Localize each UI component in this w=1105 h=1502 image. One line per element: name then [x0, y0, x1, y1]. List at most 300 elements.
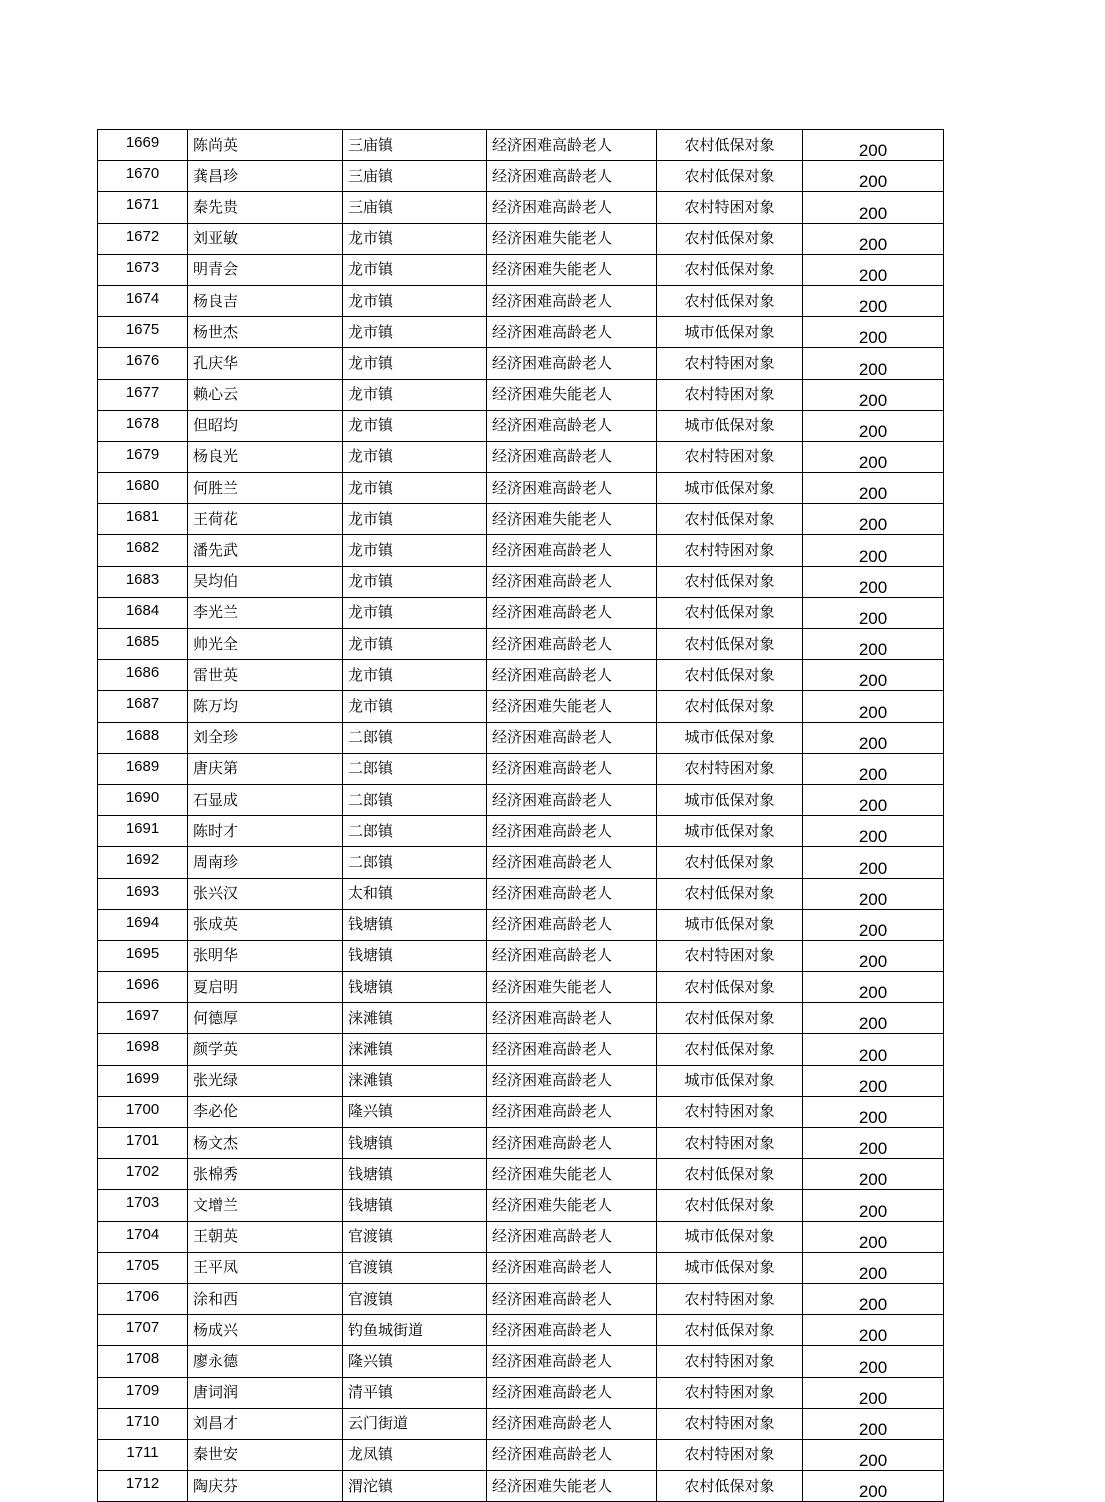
row-id-cell: 1710	[98, 1408, 188, 1439]
table-row	[98, 1471, 944, 1502]
row-id-cell: 1709	[98, 1377, 188, 1408]
amount-cell: 200	[803, 1283, 944, 1314]
category-cell: 经济困难高龄老人	[487, 597, 657, 628]
name-cell: 赖心云	[188, 379, 343, 410]
amount-cell: 200	[803, 629, 944, 660]
table-row	[98, 1283, 944, 1314]
town-cell: 钱塘镇	[343, 1159, 487, 1190]
name-cell: 刘昌才	[188, 1408, 343, 1439]
table-row	[98, 535, 944, 566]
name-cell: 张棉秀	[188, 1159, 343, 1190]
amount-cell: 200	[803, 161, 944, 192]
amount-cell: 200	[803, 847, 944, 878]
type-cell: 农村特困对象	[657, 1346, 803, 1377]
name-cell: 张光绿	[188, 1065, 343, 1096]
type-cell: 农村低保对象	[657, 1190, 803, 1221]
table-row	[98, 1439, 944, 1470]
type-cell: 农村特困对象	[657, 441, 803, 472]
category-cell: 经济困难高龄老人	[487, 753, 657, 784]
category-cell: 经济困难高龄老人	[487, 1408, 657, 1439]
category-cell: 经济困难失能老人	[487, 691, 657, 722]
type-cell: 城市低保对象	[657, 473, 803, 504]
amount-cell: 200	[803, 535, 944, 566]
town-cell: 清平镇	[343, 1377, 487, 1408]
name-cell: 龚昌珍	[188, 161, 343, 192]
amount-cell: 200	[803, 722, 944, 753]
amount-cell: 200	[803, 566, 944, 597]
name-cell: 杨成兴	[188, 1315, 343, 1346]
amount-cell: 200	[803, 972, 944, 1003]
row-id-cell: 1680	[98, 473, 188, 504]
category-cell: 经济困难失能老人	[487, 254, 657, 285]
amount-cell: 200	[803, 1439, 944, 1470]
row-id-cell: 1678	[98, 410, 188, 441]
type-cell: 城市低保对象	[657, 909, 803, 940]
town-cell: 龙市镇	[343, 223, 487, 254]
table-row	[98, 816, 944, 847]
town-cell: 龙市镇	[343, 566, 487, 597]
name-cell: 唐庆第	[188, 753, 343, 784]
town-cell: 龙市镇	[343, 254, 487, 285]
name-cell: 王平凤	[188, 1252, 343, 1283]
type-cell: 农村低保对象	[657, 130, 803, 161]
category-cell: 经济困难失能老人	[487, 379, 657, 410]
type-cell: 城市低保对象	[657, 1252, 803, 1283]
table-row	[98, 504, 944, 535]
type-cell: 农村低保对象	[657, 1003, 803, 1034]
category-cell: 经济困难失能老人	[487, 972, 657, 1003]
name-cell: 雷世英	[188, 660, 343, 691]
row-id-cell: 1691	[98, 816, 188, 847]
row-id-cell: 1688	[98, 722, 188, 753]
town-cell: 龙市镇	[343, 473, 487, 504]
table-row	[98, 379, 944, 410]
name-cell: 张明华	[188, 940, 343, 971]
amount-cell: 200	[803, 441, 944, 472]
town-cell: 龙市镇	[343, 317, 487, 348]
town-cell: 二郎镇	[343, 847, 487, 878]
category-cell: 经济困难高龄老人	[487, 660, 657, 691]
name-cell: 吴均伯	[188, 566, 343, 597]
town-cell: 龙市镇	[343, 504, 487, 535]
amount-cell: 200	[803, 379, 944, 410]
amount-cell: 200	[803, 1377, 944, 1408]
table-row	[98, 629, 944, 660]
amount-cell: 200	[803, 597, 944, 628]
category-cell: 经济困难高龄老人	[487, 161, 657, 192]
town-cell: 龙市镇	[343, 441, 487, 472]
town-cell: 二郎镇	[343, 753, 487, 784]
name-cell: 文增兰	[188, 1190, 343, 1221]
row-id-cell: 1705	[98, 1252, 188, 1283]
name-cell: 陈尚英	[188, 130, 343, 161]
table-body	[98, 130, 944, 1502]
name-cell: 王朝英	[188, 1221, 343, 1252]
table-row	[98, 847, 944, 878]
row-id-cell: 1698	[98, 1034, 188, 1065]
town-cell: 龙市镇	[343, 660, 487, 691]
row-id-cell: 1673	[98, 254, 188, 285]
category-cell: 经济困难高龄老人	[487, 1065, 657, 1096]
amount-cell: 200	[803, 317, 944, 348]
type-cell: 农村低保对象	[657, 878, 803, 909]
row-id-cell: 1692	[98, 847, 188, 878]
row-id-cell: 1704	[98, 1221, 188, 1252]
town-cell: 涞滩镇	[343, 1034, 487, 1065]
category-cell: 经济困难高龄老人	[487, 1377, 657, 1408]
type-cell: 农村低保对象	[657, 660, 803, 691]
amount-cell: 200	[803, 504, 944, 535]
table-row	[98, 1096, 944, 1127]
category-cell: 经济困难高龄老人	[487, 1439, 657, 1470]
category-cell: 经济困难高龄老人	[487, 441, 657, 472]
amount-cell: 200	[803, 285, 944, 316]
row-id-cell: 1694	[98, 909, 188, 940]
amount-cell: 200	[803, 1128, 944, 1159]
category-cell: 经济困难高龄老人	[487, 130, 657, 161]
name-cell: 张成英	[188, 909, 343, 940]
name-cell: 李必伦	[188, 1096, 343, 1127]
table-row	[98, 1252, 944, 1283]
row-id-cell: 1669	[98, 130, 188, 161]
amount-cell: 200	[803, 1315, 944, 1346]
type-cell: 农村低保对象	[657, 566, 803, 597]
category-cell: 经济困难高龄老人	[487, 535, 657, 566]
name-cell: 杨良光	[188, 441, 343, 472]
row-id-cell: 1679	[98, 441, 188, 472]
type-cell: 城市低保对象	[657, 1065, 803, 1096]
amount-cell: 200	[803, 254, 944, 285]
row-id-cell: 1708	[98, 1346, 188, 1377]
town-cell: 龙市镇	[343, 379, 487, 410]
row-id-cell: 1689	[98, 753, 188, 784]
row-id-cell: 1697	[98, 1003, 188, 1034]
table-row	[98, 348, 944, 379]
amount-cell: 200	[803, 1159, 944, 1190]
town-cell: 渭沱镇	[343, 1471, 487, 1502]
table-row	[98, 254, 944, 285]
amount-cell: 200	[803, 1034, 944, 1065]
type-cell: 农村低保对象	[657, 691, 803, 722]
name-cell: 但昭均	[188, 410, 343, 441]
table-row	[98, 878, 944, 909]
row-id-cell: 1703	[98, 1190, 188, 1221]
type-cell: 农村特困对象	[657, 1439, 803, 1470]
table-row	[98, 161, 944, 192]
type-cell: 农村低保对象	[657, 629, 803, 660]
town-cell: 钱塘镇	[343, 972, 487, 1003]
amount-cell: 200	[803, 878, 944, 909]
category-cell: 经济困难高龄老人	[487, 909, 657, 940]
type-cell: 农村低保对象	[657, 161, 803, 192]
table-row	[98, 597, 944, 628]
name-cell: 何德厚	[188, 1003, 343, 1034]
category-cell: 经济困难高龄老人	[487, 1128, 657, 1159]
town-cell: 二郎镇	[343, 722, 487, 753]
amount-cell: 200	[803, 348, 944, 379]
name-cell: 帅光全	[188, 629, 343, 660]
category-cell: 经济困难高龄老人	[487, 1221, 657, 1252]
table-row	[98, 192, 944, 223]
row-id-cell: 1687	[98, 691, 188, 722]
town-cell: 钱塘镇	[343, 1128, 487, 1159]
table-row	[98, 691, 944, 722]
town-cell: 钓鱼城街道	[343, 1315, 487, 1346]
table-row	[98, 317, 944, 348]
name-cell: 刘亚敏	[188, 223, 343, 254]
town-cell: 涞滩镇	[343, 1003, 487, 1034]
type-cell: 农村特困对象	[657, 940, 803, 971]
amount-cell: 200	[803, 1096, 944, 1127]
amount-cell: 200	[803, 784, 944, 815]
category-cell: 经济困难高龄老人	[487, 1034, 657, 1065]
table-row	[98, 285, 944, 316]
type-cell: 农村低保对象	[657, 972, 803, 1003]
name-cell: 周南珍	[188, 847, 343, 878]
type-cell: 农村特困对象	[657, 192, 803, 223]
category-cell: 经济困难高龄老人	[487, 878, 657, 909]
name-cell: 何胜兰	[188, 473, 343, 504]
town-cell: 龙市镇	[343, 285, 487, 316]
amount-cell: 200	[803, 473, 944, 504]
table-row	[98, 1128, 944, 1159]
name-cell: 陈时才	[188, 816, 343, 847]
row-id-cell: 1681	[98, 504, 188, 535]
type-cell: 农村低保对象	[657, 285, 803, 316]
category-cell: 经济困难高龄老人	[487, 348, 657, 379]
type-cell: 城市低保对象	[657, 410, 803, 441]
town-cell: 官渡镇	[343, 1221, 487, 1252]
category-cell: 经济困难高龄老人	[487, 784, 657, 815]
name-cell: 李光兰	[188, 597, 343, 628]
type-cell: 城市低保对象	[657, 816, 803, 847]
type-cell: 农村低保对象	[657, 597, 803, 628]
table-row	[98, 1003, 944, 1034]
town-cell: 龙市镇	[343, 629, 487, 660]
amount-cell: 200	[803, 660, 944, 691]
category-cell: 经济困难高龄老人	[487, 317, 657, 348]
type-cell: 农村特困对象	[657, 379, 803, 410]
table-row	[98, 566, 944, 597]
amount-cell: 200	[803, 130, 944, 161]
amount-cell: 200	[803, 1065, 944, 1096]
row-id-cell: 1700	[98, 1096, 188, 1127]
table-row	[98, 410, 944, 441]
category-cell: 经济困难高龄老人	[487, 1283, 657, 1314]
name-cell: 孔庆华	[188, 348, 343, 379]
row-id-cell: 1683	[98, 566, 188, 597]
name-cell: 张兴汉	[188, 878, 343, 909]
town-cell: 龙市镇	[343, 597, 487, 628]
row-id-cell: 1706	[98, 1283, 188, 1314]
type-cell: 农村低保对象	[657, 504, 803, 535]
type-cell: 农村低保对象	[657, 847, 803, 878]
amount-cell: 200	[803, 816, 944, 847]
category-cell: 经济困难高龄老人	[487, 410, 657, 441]
row-id-cell: 1671	[98, 192, 188, 223]
category-cell: 经济困难失能老人	[487, 1471, 657, 1502]
type-cell: 农村低保对象	[657, 254, 803, 285]
town-cell: 三庙镇	[343, 161, 487, 192]
amount-cell: 200	[803, 691, 944, 722]
name-cell: 陈万均	[188, 691, 343, 722]
row-id-cell: 1675	[98, 317, 188, 348]
category-cell: 经济困难高龄老人	[487, 847, 657, 878]
amount-cell: 200	[803, 753, 944, 784]
table-row	[98, 660, 944, 691]
name-cell: 陶庆芬	[188, 1471, 343, 1502]
name-cell: 廖永德	[188, 1346, 343, 1377]
type-cell: 城市低保对象	[657, 317, 803, 348]
type-cell: 农村特困对象	[657, 1377, 803, 1408]
amount-cell: 200	[803, 909, 944, 940]
row-id-cell: 1693	[98, 878, 188, 909]
table-row	[98, 1346, 944, 1377]
town-cell: 二郎镇	[343, 816, 487, 847]
town-cell: 龙市镇	[343, 410, 487, 441]
type-cell: 农村低保对象	[657, 1034, 803, 1065]
name-cell: 杨世杰	[188, 317, 343, 348]
row-id-cell: 1677	[98, 379, 188, 410]
row-id-cell: 1707	[98, 1315, 188, 1346]
town-cell: 龙市镇	[343, 535, 487, 566]
town-cell: 龙市镇	[343, 348, 487, 379]
name-cell: 秦先贵	[188, 192, 343, 223]
row-id-cell: 1690	[98, 784, 188, 815]
town-cell: 钱塘镇	[343, 909, 487, 940]
name-cell: 王荷花	[188, 504, 343, 535]
category-cell: 经济困难高龄老人	[487, 940, 657, 971]
row-id-cell: 1696	[98, 972, 188, 1003]
name-cell: 杨文杰	[188, 1128, 343, 1159]
town-cell: 二郎镇	[343, 784, 487, 815]
type-cell: 农村特困对象	[657, 1408, 803, 1439]
table-row	[98, 784, 944, 815]
category-cell: 经济困难高龄老人	[487, 566, 657, 597]
type-cell: 城市低保对象	[657, 1221, 803, 1252]
type-cell: 农村低保对象	[657, 223, 803, 254]
category-cell: 经济困难失能老人	[487, 223, 657, 254]
row-id-cell: 1674	[98, 285, 188, 316]
category-cell: 经济困难高龄老人	[487, 629, 657, 660]
table-row	[98, 223, 944, 254]
table-row	[98, 1190, 944, 1221]
town-cell: 云门街道	[343, 1408, 487, 1439]
town-cell: 龙凤镇	[343, 1439, 487, 1470]
category-cell: 经济困难高龄老人	[487, 285, 657, 316]
type-cell: 农村特困对象	[657, 1128, 803, 1159]
type-cell: 农村特困对象	[657, 535, 803, 566]
row-id-cell: 1676	[98, 348, 188, 379]
name-cell: 夏启明	[188, 972, 343, 1003]
category-cell: 经济困难高龄老人	[487, 1003, 657, 1034]
row-id-cell: 1712	[98, 1471, 188, 1502]
category-cell: 经济困难失能老人	[487, 504, 657, 535]
category-cell: 经济困难高龄老人	[487, 192, 657, 223]
name-cell: 颜学英	[188, 1034, 343, 1065]
amount-cell: 200	[803, 1221, 944, 1252]
name-cell: 潘先武	[188, 535, 343, 566]
category-cell: 经济困难高龄老人	[487, 1096, 657, 1127]
category-cell: 经济困难高龄老人	[487, 722, 657, 753]
category-cell: 经济困难高龄老人	[487, 1346, 657, 1377]
row-id-cell: 1684	[98, 597, 188, 628]
amount-cell: 200	[803, 1471, 944, 1502]
row-id-cell: 1711	[98, 1439, 188, 1470]
table-row	[98, 1159, 944, 1190]
row-id-cell: 1701	[98, 1128, 188, 1159]
table-row	[98, 1034, 944, 1065]
name-cell: 刘全珍	[188, 722, 343, 753]
type-cell: 城市低保对象	[657, 722, 803, 753]
row-id-cell: 1686	[98, 660, 188, 691]
town-cell: 官渡镇	[343, 1252, 487, 1283]
row-id-cell: 1702	[98, 1159, 188, 1190]
row-id-cell: 1699	[98, 1065, 188, 1096]
type-cell: 农村特困对象	[657, 348, 803, 379]
row-id-cell: 1670	[98, 161, 188, 192]
row-id-cell: 1672	[98, 223, 188, 254]
type-cell: 农村特困对象	[657, 753, 803, 784]
name-cell: 涂和西	[188, 1283, 343, 1314]
name-cell: 唐词润	[188, 1377, 343, 1408]
row-id-cell: 1682	[98, 535, 188, 566]
row-id-cell: 1695	[98, 940, 188, 971]
data-table	[97, 129, 944, 1502]
name-cell: 杨良吉	[188, 285, 343, 316]
town-cell: 隆兴镇	[343, 1096, 487, 1127]
amount-cell: 200	[803, 1252, 944, 1283]
category-cell: 经济困难失能老人	[487, 1159, 657, 1190]
table-row	[98, 1377, 944, 1408]
table-row	[98, 753, 944, 784]
table-row	[98, 1315, 944, 1346]
town-cell: 涞滩镇	[343, 1065, 487, 1096]
table-row	[98, 940, 944, 971]
table-row	[98, 1408, 944, 1439]
amount-cell: 200	[803, 1408, 944, 1439]
town-cell: 三庙镇	[343, 130, 487, 161]
name-cell: 石显成	[188, 784, 343, 815]
town-cell: 钱塘镇	[343, 1190, 487, 1221]
category-cell: 经济困难高龄老人	[487, 473, 657, 504]
table-row	[98, 473, 944, 504]
category-cell: 经济困难高龄老人	[487, 816, 657, 847]
type-cell: 农村低保对象	[657, 1315, 803, 1346]
amount-cell: 200	[803, 223, 944, 254]
amount-cell: 200	[803, 1190, 944, 1221]
name-cell: 明青会	[188, 254, 343, 285]
type-cell: 城市低保对象	[657, 784, 803, 815]
table-row	[98, 130, 944, 161]
table-row	[98, 909, 944, 940]
amount-cell: 200	[803, 940, 944, 971]
town-cell: 隆兴镇	[343, 1346, 487, 1377]
amount-cell: 200	[803, 1346, 944, 1377]
table-row	[98, 1221, 944, 1252]
table-row	[98, 722, 944, 753]
category-cell: 经济困难高龄老人	[487, 1252, 657, 1283]
town-cell: 官渡镇	[343, 1283, 487, 1314]
town-cell: 太和镇	[343, 878, 487, 909]
category-cell: 经济困难失能老人	[487, 1190, 657, 1221]
amount-cell: 200	[803, 410, 944, 441]
town-cell: 龙市镇	[343, 691, 487, 722]
type-cell: 农村低保对象	[657, 1159, 803, 1190]
category-cell: 经济困难高龄老人	[487, 1315, 657, 1346]
type-cell: 农村特困对象	[657, 1283, 803, 1314]
amount-cell: 200	[803, 192, 944, 223]
